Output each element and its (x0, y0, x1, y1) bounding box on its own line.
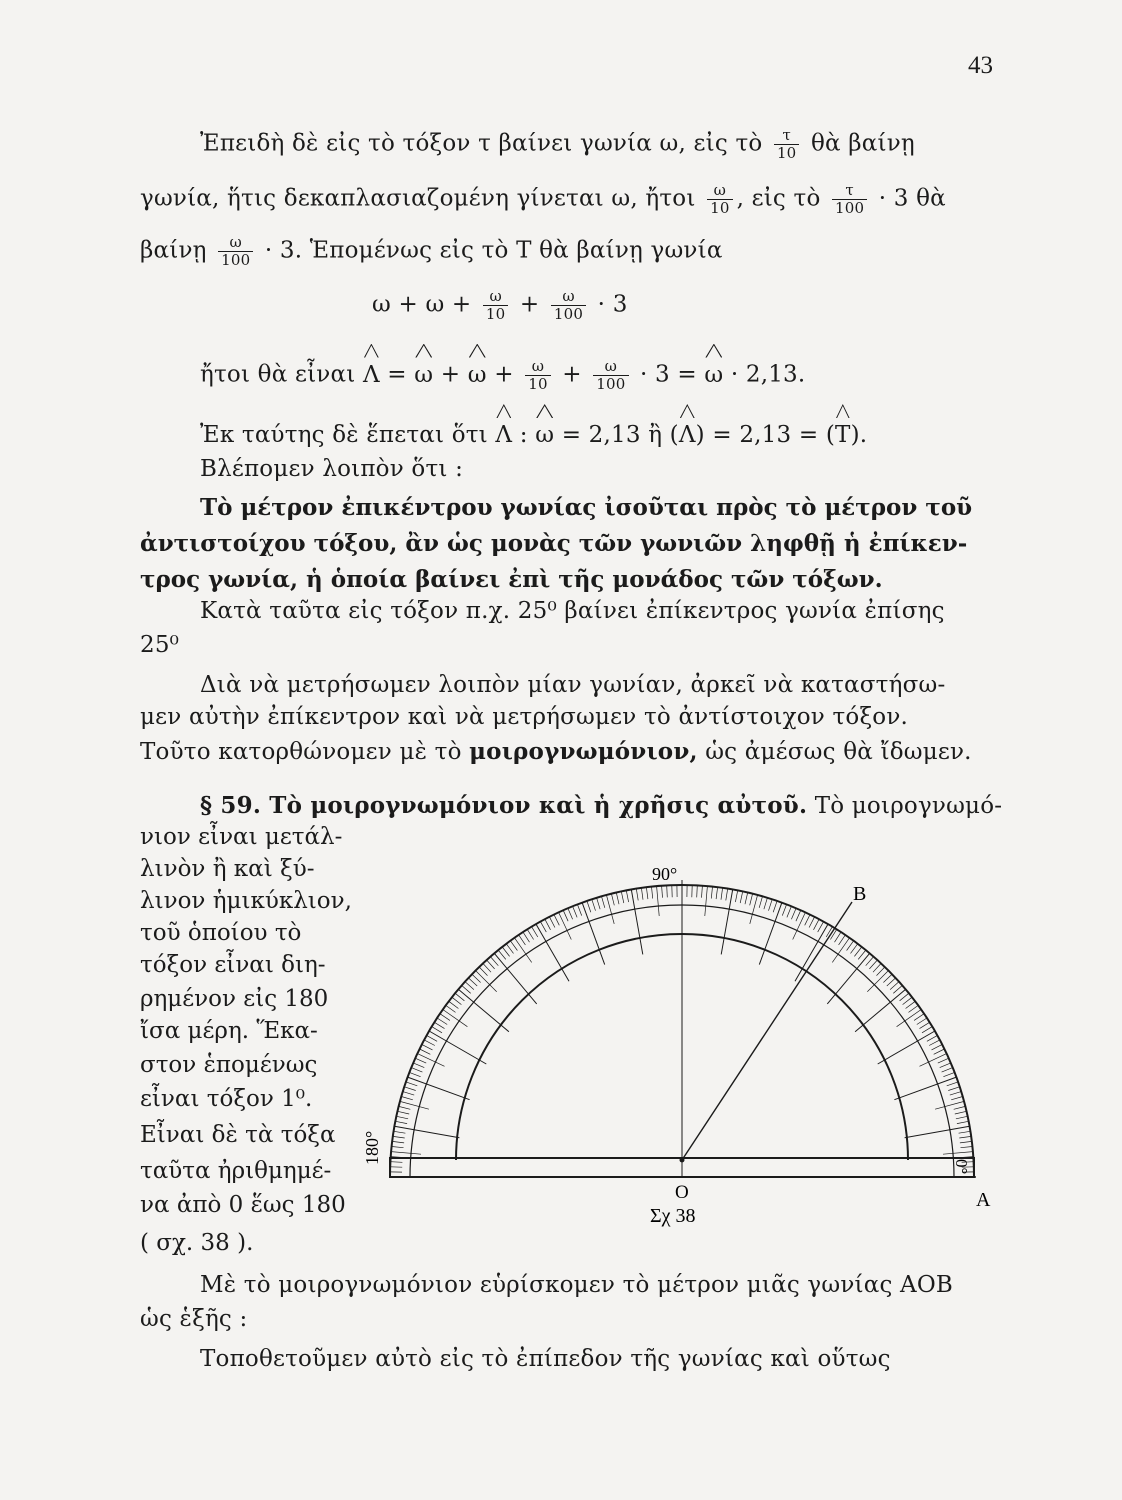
scale-tick (437, 1018, 447, 1025)
scale-tick (894, 1077, 956, 1100)
scale-tick (956, 1116, 968, 1119)
scale-tick (805, 915, 810, 926)
scale-tick (791, 908, 796, 919)
dia-line-1: Διὰ νὰ μετρήσωμεν λοιπὸν μίαν γωνίαν, ἀρκεῖ νὰ καταστήσω- (200, 672, 946, 698)
scale-tick (890, 982, 899, 990)
side-line: λινὸν ἢ καὶ ξύ- (140, 856, 315, 882)
scale-tick (878, 1031, 935, 1064)
scale-tick (393, 1136, 405, 1138)
scale-tick (523, 932, 530, 942)
scale-tick (403, 1092, 414, 1096)
side-line: στον ἑπομένως (140, 1052, 318, 1078)
scale-tick (934, 1049, 945, 1054)
scale-tick (408, 1077, 470, 1100)
scale-tick (793, 912, 806, 939)
scale-tick (440, 1014, 450, 1021)
angle-hat: ω (467, 361, 487, 388)
scale-tick (814, 919, 820, 930)
scale-tick (929, 1040, 940, 1046)
para1-line2: γωνία, ἥτις δεκαπλασιαζομένη γίνεται ω, ἤτοι $\frac{\omega}{10}$ , εἰς τὸ $\frac{\tau}{100}$ · 3 θὰ (140, 181, 946, 217)
section-heading: § 59. Τὸ μοιρογνωμόνιον καὶ ἡ χρῆσις αὐτοῦ. Τὸ μοιρογνωμό- (200, 792, 1003, 819)
scale-tick (434, 1022, 444, 1028)
scale-tick (809, 917, 815, 928)
label-b: B (853, 883, 867, 905)
side-line: λινον ἡμικύκλιον, (140, 888, 352, 914)
scale-tick (947, 1082, 958, 1086)
scale-tick (395, 1121, 407, 1123)
scale-tick (502, 947, 509, 957)
fraction: $\frac{\omega}{100}$ (551, 288, 586, 323)
scale-tick (948, 1087, 959, 1091)
scale-tick (554, 915, 559, 926)
scale-tick (465, 982, 474, 990)
scale-tick (409, 1072, 420, 1076)
fraction: $\frac{\omega}{100}$ (593, 358, 628, 393)
scale-tick (611, 894, 614, 906)
scale-tick (563, 910, 568, 921)
theorem-line-2: ἀντιστοίχου τόξου, ἂν ὡς μονὰς τῶν γωνιῶν ληφθῇ ἡ ἐπίκεν- (140, 530, 968, 557)
scale-tick (427, 1035, 438, 1041)
scale-tick (646, 887, 648, 899)
scale-tick (735, 890, 737, 902)
scale-tick (483, 963, 491, 972)
scale-tick (927, 1035, 938, 1041)
fraction: $\frac{\omega}{10}$ (483, 288, 509, 323)
scale-tick (959, 1131, 971, 1133)
scale-tick (877, 967, 885, 976)
scale-tick (726, 889, 728, 901)
scale-tick (577, 904, 581, 915)
scale-tick (782, 904, 786, 915)
scale-tick (764, 898, 768, 909)
scale-tick (667, 885, 668, 897)
side-line: τόξον εἶναι διη- (140, 952, 326, 978)
scale-tick (490, 957, 498, 966)
scale-tick (705, 886, 708, 916)
scale-tick (429, 1031, 486, 1064)
side-line: Εἶναι δὲ τὰ τόξα (140, 1122, 336, 1148)
scale-tick (854, 947, 861, 957)
scale-tick (773, 901, 777, 912)
scale-tick (592, 899, 596, 910)
scale-tick (893, 985, 902, 993)
scale-tick (401, 1097, 413, 1100)
scale-tick (392, 1141, 404, 1143)
kata-line-1: Κατὰ ταῦτα εἰς τόξον π.χ. 25⁰ βαίνει ἐπίκεντρος γωνία ἐπίσης (200, 598, 945, 624)
scale-tick (887, 978, 896, 986)
vlepomen-line: Βλέπομεν λοιπὸν ὅτι : (200, 456, 464, 482)
scale-tick (721, 888, 723, 900)
scale-tick (540, 922, 546, 933)
label-90: 90° (652, 864, 678, 884)
scale-tick (394, 1126, 459, 1138)
theorem-line-1: Τὸ μέτρον ἐπικέντρου γωνίας ἰσοῦται πρὸς τὸ μέτρον τοῦ (200, 494, 973, 521)
scale-tick (536, 924, 569, 981)
scale-tick (532, 927, 538, 937)
scale-tick (452, 997, 462, 1004)
scale-tick (943, 1152, 973, 1155)
fraction: $\frac{\omega}{100}$ (218, 234, 253, 269)
closing-line-2: ὡς ἑξῆς : (140, 1306, 248, 1332)
scale-tick (422, 1044, 433, 1050)
scale-tick (711, 887, 712, 899)
scale-tick (404, 1087, 415, 1091)
formula-2: ἤτοι θὰ εἶναι Λ = ω + ω + $\frac{\omega}{10}$ + $\frac{\omega}{100}$ · 3 = ω · 2,13. (200, 357, 806, 393)
scale-tick (636, 889, 638, 901)
scale-tick (411, 1068, 422, 1073)
scale-tick (652, 887, 653, 899)
label-0: 0° (952, 1159, 971, 1175)
scale-tick (626, 890, 628, 902)
scale-tick (420, 1049, 431, 1054)
side-line: να ἀπὸ 0 ἕως 180 (140, 1192, 346, 1218)
scale-tick (702, 886, 703, 898)
scale-tick (392, 1147, 404, 1148)
side-line: τοῦ ὁποίου τὸ (140, 920, 302, 946)
scale-tick (510, 941, 517, 951)
angle-hat: ω (704, 361, 724, 388)
scale-tick (873, 963, 881, 972)
para1-line3: βαίνῃ $\frac{\omega}{100}$ · 3. Ἑπομένως εἰς τὸ Τ θὰ βαίνῃ γωνία (140, 233, 723, 269)
scale-tick (455, 993, 464, 1001)
scale-tick (961, 1147, 973, 1148)
scale-tick (905, 1126, 970, 1138)
scale-tick (446, 1005, 456, 1012)
closing-line-3: Τοποθετοῦμεν αὐτὸ εἰς τὸ ἐπίπεδον τῆς γωνίας καὶ οὕτως (200, 1346, 891, 1372)
ray-ob (682, 902, 852, 1160)
protractor-figure (360, 860, 1000, 1240)
scale-tick (602, 896, 605, 908)
scale-tick (900, 993, 909, 1001)
scale-tick (903, 997, 913, 1004)
scale-tick (406, 1082, 417, 1086)
scale-tick (415, 1058, 426, 1063)
formula-1: ω + ω + $\frac{\omega}{10}$ + $\frac{\omega}{100}$ · 3 (372, 287, 628, 323)
scale-tick (745, 893, 748, 905)
ek-line: Ἐκ ταύτης δὲ ἕπεται ὅτι Λ : ω = 2,13 ἢ (Λ) = 2,13 = (Τ). (200, 422, 868, 448)
angle-hat: ω (414, 361, 434, 388)
scale-tick (920, 1054, 947, 1067)
scale-tick (413, 1063, 424, 1068)
page-number: 43 (968, 52, 993, 79)
scale-tick (954, 1106, 966, 1109)
scale-tick (796, 910, 801, 921)
scale-tick (449, 1001, 459, 1008)
scale-tick (869, 960, 877, 969)
scale-tick (662, 886, 663, 898)
side-line: ταῦτα ἠριθμημέ- (140, 1158, 332, 1184)
side-line: ( σχ. 38 ). (140, 1230, 254, 1256)
scale-tick (399, 1106, 411, 1109)
scale-tick (587, 901, 591, 912)
label-o: O (675, 1182, 689, 1203)
scale-tick (922, 1027, 932, 1033)
fraction: $\frac{\omega}{10}$ (707, 182, 733, 217)
side-line: ἴσα μέρη. Ἕκα- (140, 1018, 318, 1044)
scale-tick (917, 1018, 927, 1025)
scale-tick (957, 1121, 969, 1123)
angle-hat: ω (535, 422, 555, 448)
side-line: εἶναι τόξον 1⁰. (140, 1086, 313, 1112)
scale-tick (657, 886, 660, 916)
angle-hat: Λ (495, 422, 513, 448)
scale-tick (527, 929, 533, 939)
label-a: A (976, 1189, 991, 1211)
scale-tick (866, 957, 874, 966)
scale-tick (568, 908, 573, 919)
scale-tick (519, 935, 526, 945)
scale-tick (959, 1136, 971, 1138)
scale-tick (847, 941, 854, 951)
scale-tick (396, 1116, 408, 1119)
figure-caption: Σχ 38 (650, 1205, 696, 1227)
scale-tick (506, 944, 513, 954)
angle-hat: Λ (362, 361, 380, 388)
fraction: $\frac{\tau}{10}$ (774, 127, 800, 162)
scale-tick (818, 922, 824, 933)
scale-tick (394, 1131, 406, 1133)
scale-tick (597, 898, 601, 909)
scale-tick (787, 906, 792, 917)
scale-tick (390, 1162, 402, 1163)
scale-tick (851, 944, 858, 954)
scale-tick (549, 917, 555, 928)
scale-tick (950, 1092, 961, 1096)
kata-line-2: 25⁰ (140, 632, 180, 658)
scale-tick (938, 1058, 949, 1063)
scale-tick (914, 1014, 924, 1021)
scale-tick (759, 896, 762, 908)
scale-tick (858, 950, 866, 959)
scale-tick (955, 1111, 967, 1114)
closing-line-1: Μὲ τὸ μοιρογνωμόνιον εὑρίσκομεν τὸ μέτρον μιᾶς γωνίας ΑΟΒ (200, 1272, 954, 1298)
scale-tick (391, 1152, 421, 1155)
label-180: 180° (362, 1130, 382, 1165)
scale-tick (943, 1072, 954, 1076)
scale-tick (716, 887, 718, 899)
scale-tick (498, 950, 506, 959)
scale-tick (942, 1068, 953, 1073)
scale-tick (432, 1027, 442, 1033)
scale-tick (616, 893, 619, 905)
scale-tick (740, 891, 743, 903)
scale-tick (545, 919, 551, 930)
scale-tick (697, 885, 698, 897)
scale-tick (839, 935, 846, 945)
scale-tick (417, 1054, 444, 1067)
scale-tick (835, 932, 842, 942)
fraction: $\frac{\omega}{10}$ (525, 358, 551, 393)
scale-tick (795, 924, 828, 981)
scale-tick (750, 894, 753, 906)
angle-hat: Τ (835, 422, 851, 448)
scale-tick (940, 1063, 951, 1068)
scale-tick (621, 891, 624, 903)
scale-tick (468, 978, 477, 986)
scale-tick (951, 1097, 963, 1100)
scale-tick (487, 960, 495, 969)
scale-tick (769, 899, 773, 910)
scale-tick (909, 1005, 919, 1012)
center-point (680, 1158, 685, 1163)
scale-tick (641, 888, 643, 900)
scale-tick (920, 1022, 930, 1028)
scale-tick (559, 912, 572, 939)
scale-tick (932, 1044, 943, 1050)
fraction: $\frac{\tau}{100}$ (832, 182, 867, 217)
scale-tick (573, 906, 578, 917)
scale-tick (631, 889, 643, 954)
side-line: ρημένον εἰς 180 (140, 986, 329, 1012)
scale-tick (398, 1111, 410, 1114)
scale-tick (462, 985, 471, 993)
angle-hat: Λ (678, 422, 696, 448)
scale-tick (424, 1040, 435, 1046)
scale-tick (883, 974, 892, 982)
para1-line1: Ἐπειδὴ δὲ εἰς τὸ τόξον τ βαίνει γωνία ω, εἰς τὸ $\frac{\tau}{10}$ θὰ βαίνῃ (200, 126, 915, 162)
side-line: νιον εἶναι μετάλ- (140, 824, 343, 850)
scale-tick (721, 889, 733, 954)
scale-tick (960, 1141, 972, 1143)
scale-tick (906, 1001, 916, 1008)
theorem-line-3: τρος γωνία, ἡ ὁποία βαίνει ἐπὶ τῆς μονάδος τῶν τόξων. (140, 566, 883, 593)
dia-line-3: Τοῦτο κατορθώνομεν μὲ τὸ μοιρογνωμόνιον, ὡς ἀμέσως θὰ ἴδωμεν. (140, 738, 972, 765)
scale-tick (472, 974, 481, 982)
dia-line-2: μεν αὐτὴν ἐπίκεντρον καὶ νὰ μετρήσωμεν τὸ ἀντίστοιχον τόξον. (140, 704, 909, 730)
scale-tick (479, 967, 487, 976)
